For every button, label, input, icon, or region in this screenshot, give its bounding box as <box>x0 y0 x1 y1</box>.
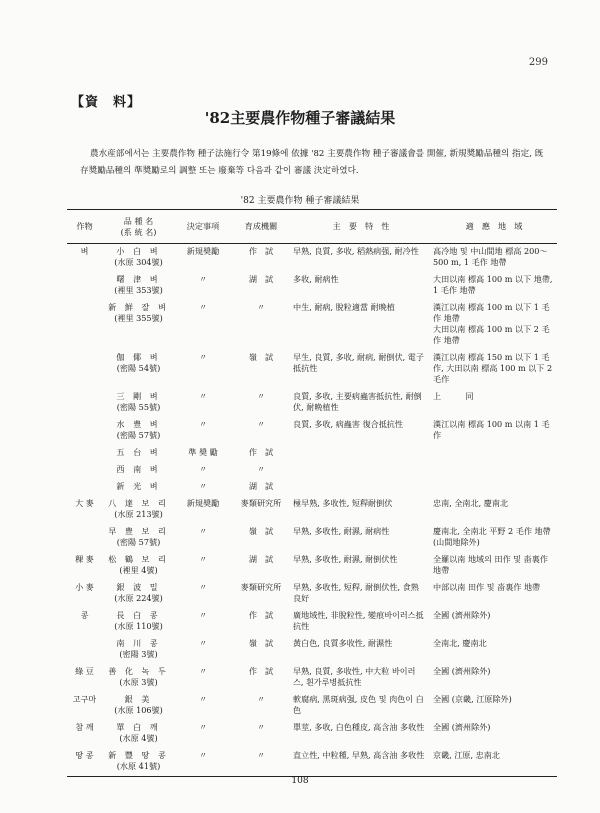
variety-system: (水原 3號) <box>119 677 158 687</box>
cell-features: 早熟, 良質, 多收性, 中大粒 바이러스, 흰가루병抵抗性 <box>293 666 416 687</box>
table-row <box>67 608 557 636</box>
variety-system: (密陽 54號) <box>116 363 161 373</box>
cell-features <box>291 445 431 462</box>
table-row <box>67 417 557 445</box>
cell-crop: 고구마 <box>72 694 97 704</box>
cell-org: 〃 <box>256 464 266 474</box>
variety-system: (水原 106號) <box>114 705 163 715</box>
cell-variety <box>102 389 175 417</box>
variety-name: 八 達 보 리 <box>108 498 169 508</box>
cell-features: 早熟, 良質, 多收, 稻熱病强, 耐冷性 <box>293 246 419 256</box>
header-crop: 作物 <box>76 221 93 231</box>
cell-crop <box>67 389 102 417</box>
variety-name: 小 白 벼 <box>116 246 161 256</box>
cell-variety <box>102 636 175 664</box>
cell-crop <box>67 636 102 664</box>
variety-name: 三 剛 벼 <box>116 391 161 401</box>
cell-area: 忠南, 全南北, 慶南北 <box>433 498 509 508</box>
cell-decision: 〃 <box>198 274 208 284</box>
cell-features <box>291 462 431 479</box>
cell-variety <box>102 417 175 445</box>
table-row <box>67 300 557 350</box>
cell-area: 漢江以南 標高 100 m 以南 1 毛作 <box>433 419 550 440</box>
table-row <box>67 496 557 524</box>
variety-system: (水原 213號) <box>114 509 163 519</box>
cell-decision: 〃 <box>198 391 208 401</box>
table-caption: '82 主要農作物 種子審議結果 <box>240 196 360 206</box>
page-number-bottom: 108 <box>291 776 309 786</box>
cell-features: 直立性, 中粒種, 早熟, 高含油 多收性 <box>293 750 425 760</box>
variety-name: 新 光 벼 <box>116 481 161 491</box>
cell-decision: 新規奬勵 <box>186 498 220 508</box>
cell-features: 廣地域性, 非脫粒性, 變痕바이러스抵抗性 <box>293 610 424 631</box>
cell-decision: 〃 <box>198 694 208 704</box>
variety-system: (密陽 3號) <box>119 649 158 659</box>
cell-org: 〃 <box>256 391 266 401</box>
cell-decision: 準 奬 勵 <box>188 447 218 457</box>
cell-org: 〃 <box>256 750 266 760</box>
cell-org: 嶺 試 <box>248 352 274 362</box>
variety-system: (水原 224號) <box>114 593 163 603</box>
cell-area <box>431 462 557 479</box>
cell-decision: 〃 <box>198 352 208 362</box>
cell-crop: 綠 豆 <box>75 666 94 676</box>
cell-variety <box>102 608 175 636</box>
results-table-container <box>67 209 557 777</box>
variety-name: 銀 波 밀 <box>116 582 161 592</box>
cell-area: 全國 (濟州除外) <box>433 666 491 676</box>
variety-name: 善 化 녹 두 <box>108 666 169 676</box>
cell-crop <box>67 272 102 300</box>
variety-system: (水原 304號) <box>114 257 163 267</box>
page-number-top: 299 <box>528 57 548 68</box>
cell-org: 〃 <box>256 419 266 429</box>
cell-org: 湖 試 <box>248 481 274 491</box>
cell-crop: 참 깨 <box>75 722 94 732</box>
cell-variety <box>102 479 175 496</box>
cell-org: 〃 <box>256 722 266 732</box>
cell-features: 良質, 多收, 病蟲害 復合抵抗性 <box>293 419 403 429</box>
variety-system: (裡里 355號) <box>114 313 163 323</box>
cell-features: 早熟, 多收性, 短稈, 耐倒伏性, 食熟良好 <box>293 582 419 603</box>
cell-area <box>431 479 557 496</box>
results-table <box>67 209 557 777</box>
variety-name: 長 白 콩 <box>116 610 161 620</box>
table-row <box>67 244 557 273</box>
table-body <box>67 244 557 777</box>
cell-org: 作 試 <box>248 610 274 620</box>
cell-org: 〃 <box>256 302 266 312</box>
cell-variety <box>102 300 175 350</box>
table-row <box>67 462 557 479</box>
variety-name: 單 白 깨 <box>116 722 161 732</box>
cell-variety <box>102 272 175 300</box>
cell-crop: 땅 콩 <box>75 750 94 760</box>
cell-crop: 콩 <box>80 610 89 620</box>
cell-decision: 〃 <box>198 464 208 474</box>
variety-system: (水原 41號) <box>116 761 161 771</box>
cell-crop <box>67 417 102 445</box>
variety-name: 銀 美 <box>124 694 153 704</box>
cell-variety <box>102 580 175 608</box>
cell-org: 嶺 試 <box>248 526 274 536</box>
variety-name: 新 鮮 잘 벼 <box>108 302 169 312</box>
cell-org: 湖 試 <box>248 274 274 284</box>
cell-features: 早熟, 多收性, 耐濕, 耐病性 <box>293 526 390 536</box>
intro-paragraph: 農水産部에서는 主要農作物 種子法施行令 第19條에 依據 '82 主要農作物 種子審議會를 開催, 新規奬勵品種의 指定, 旣存奬勵品種의 準奬勵로의 調整 또는 廢棄等 다음과 같이 審議 決定하였다. <box>80 149 544 176</box>
variety-name: 松 鶴 보 리 <box>108 554 169 564</box>
cell-decision: 〃 <box>198 638 208 648</box>
variety-system: (水原 110號) <box>114 621 163 631</box>
cell-features: 多收, 耐病性 <box>293 274 339 284</box>
cell-variety <box>102 720 175 748</box>
cell-variety <box>102 496 175 524</box>
header-variety <box>102 210 175 244</box>
cell-crop: 稞 麥 <box>75 554 94 564</box>
cell-decision: 〃 <box>198 666 208 676</box>
cell-variety <box>102 692 175 720</box>
cell-variety <box>102 350 175 389</box>
cell-decision: 〃 <box>198 419 208 429</box>
table-row <box>67 748 557 777</box>
section-label: 【資 料】 <box>71 95 142 110</box>
variety-name: 南 川 콩 <box>116 638 161 648</box>
variety-system: (水原 4號) <box>119 733 158 743</box>
header-org: 育成機關 <box>244 221 278 231</box>
cell-area: 中部以南 田作 및 畓裏作 地帶 <box>433 582 541 592</box>
table-row <box>67 479 557 496</box>
cell-crop: 小 麥 <box>75 582 94 592</box>
cell-features: 軟腐病, 黑斑病强, 皮色 및 肉色이 白色 <box>293 694 424 715</box>
variety-name: 伽 倻 벼 <box>116 352 161 362</box>
table-row <box>67 720 557 748</box>
cell-crop <box>67 479 102 496</box>
cell-area: 漢江以南 標高 150 m 以下 1 毛作, 大田以南 標高 100 m 以下 2 毛作 <box>433 352 553 384</box>
header-area: 適 應 地 域 <box>465 221 523 231</box>
variety-name: 水 豊 벼 <box>116 419 161 429</box>
cell-crop <box>67 462 102 479</box>
document-title: '82主要農作物種子審議結果 <box>204 109 396 127</box>
cell-area: 漢江以南 標高 100 m 以下 1 毛作 地帶 大田以南 標高 100 m 以下 2 毛作 地帶 <box>433 302 550 345</box>
variety-name: 西 南 벼 <box>116 464 161 474</box>
cell-org: 作 試 <box>248 666 274 676</box>
table-row <box>67 524 557 552</box>
cell-org: 麥類研究所 <box>240 498 282 508</box>
table-header-row <box>67 210 557 244</box>
cell-features <box>291 479 431 496</box>
variety-name: 早 豊 보 리 <box>108 526 169 536</box>
cell-area: 上 同 <box>433 391 474 401</box>
table-row <box>67 664 557 692</box>
variety-system: (密陽 57號) <box>116 537 161 547</box>
table-row <box>67 580 557 608</box>
table-row <box>67 350 557 389</box>
cell-org: 麥類研究所 <box>240 582 282 592</box>
cell-area: 全南北, 慶南北 <box>433 638 487 648</box>
cell-decision: 〃 <box>198 750 208 760</box>
table-row <box>67 272 557 300</box>
cell-org: 作 試 <box>248 246 274 256</box>
cell-crop <box>67 524 102 552</box>
cell-variety <box>102 524 175 552</box>
header-features: 主 要 特 性 <box>332 221 390 231</box>
header-variety-name: 品 種 名 <box>123 215 154 226</box>
cell-decision: 〃 <box>198 582 208 592</box>
cell-area: 全國 (濟州除外) <box>433 610 491 620</box>
cell-decision: 〃 <box>198 302 208 312</box>
cell-decision: 〃 <box>198 610 208 620</box>
cell-features: 良質, 多收, 主要病蟲害抵抗性, 耐倒伏, 耐晩植性 <box>293 391 422 412</box>
variety-system: (密陽 57號) <box>116 430 161 440</box>
header-variety-system: (系 統 名) <box>120 226 157 237</box>
cell-decision: 新規奬勵 <box>186 246 220 256</box>
cell-variety <box>102 748 175 777</box>
variety-system: (密陽 55號) <box>116 402 161 412</box>
table-row <box>67 445 557 462</box>
cell-area: 高冷地 및 中山間地 標高 200～500 m, 1 毛作 地帶 <box>433 246 548 267</box>
cell-org: 作 試 <box>248 447 274 457</box>
cell-features: 中生, 耐病, 脫粒適當 耐晩植 <box>293 302 395 312</box>
cell-org: 〃 <box>256 694 266 704</box>
cell-org: 嶺 試 <box>248 638 274 648</box>
cell-features: 單莖, 多收, 白色種皮, 高含油 多收性 <box>293 722 425 732</box>
cell-decision: 〃 <box>198 554 208 564</box>
variety-name: 五 台 벼 <box>116 447 161 457</box>
cell-decision: 〃 <box>198 526 208 536</box>
cell-area: 全國 (京畿, 江原除外) <box>433 694 512 704</box>
cell-area: 全國 (濟州除外) <box>433 722 491 732</box>
table-row <box>67 552 557 580</box>
variety-name: 新 豐 땅 콩 <box>108 750 169 760</box>
cell-area: 全羅以南 地域의 田作 및 畓裏作 地帶 <box>433 554 548 575</box>
cell-features: 黃白色, 良質多收性, 耐濕性 <box>293 638 393 648</box>
cell-variety <box>102 552 175 580</box>
table-row <box>67 692 557 720</box>
cell-crop <box>67 350 102 389</box>
variety-name: 曙 津 벼 <box>116 274 161 284</box>
table-row <box>67 389 557 417</box>
header-decision: 決定事項 <box>186 221 220 231</box>
cell-crop <box>67 300 102 350</box>
cell-variety <box>102 244 175 273</box>
cell-area: 大田以南 標高 100 m 以下 地帶, 1 毛作 地帶 <box>433 274 553 295</box>
cell-features: 早生, 良質, 多收, 耐病, 耐倒伏, 電子抵抗性 <box>293 352 424 373</box>
cell-area: 京畿, 江原, 忠南北 <box>433 750 500 760</box>
cell-variety <box>102 664 175 692</box>
table-row <box>67 636 557 664</box>
variety-system: (裡里 4號) <box>119 565 158 575</box>
cell-crop: 大 麥 <box>75 498 94 508</box>
cell-area: 慶南北, 全南北 平野 2 毛作 地帶 (山間地除外) <box>433 526 551 547</box>
cell-org: 湖 試 <box>248 554 274 564</box>
cell-area <box>431 445 557 462</box>
cell-decision: 〃 <box>198 722 208 732</box>
cell-decision: 〃 <box>198 481 208 491</box>
cell-variety <box>102 445 175 462</box>
cell-features: 早熟, 多收性, 耐濕, 耐倒伏性 <box>293 554 398 564</box>
cell-crop: 벼 <box>80 246 89 256</box>
variety-system: (裡里 353號) <box>114 285 163 295</box>
cell-crop <box>67 445 102 462</box>
cell-variety <box>102 462 175 479</box>
cell-features: 極早熟, 多收性, 短稈耐倒伏 <box>293 498 393 508</box>
